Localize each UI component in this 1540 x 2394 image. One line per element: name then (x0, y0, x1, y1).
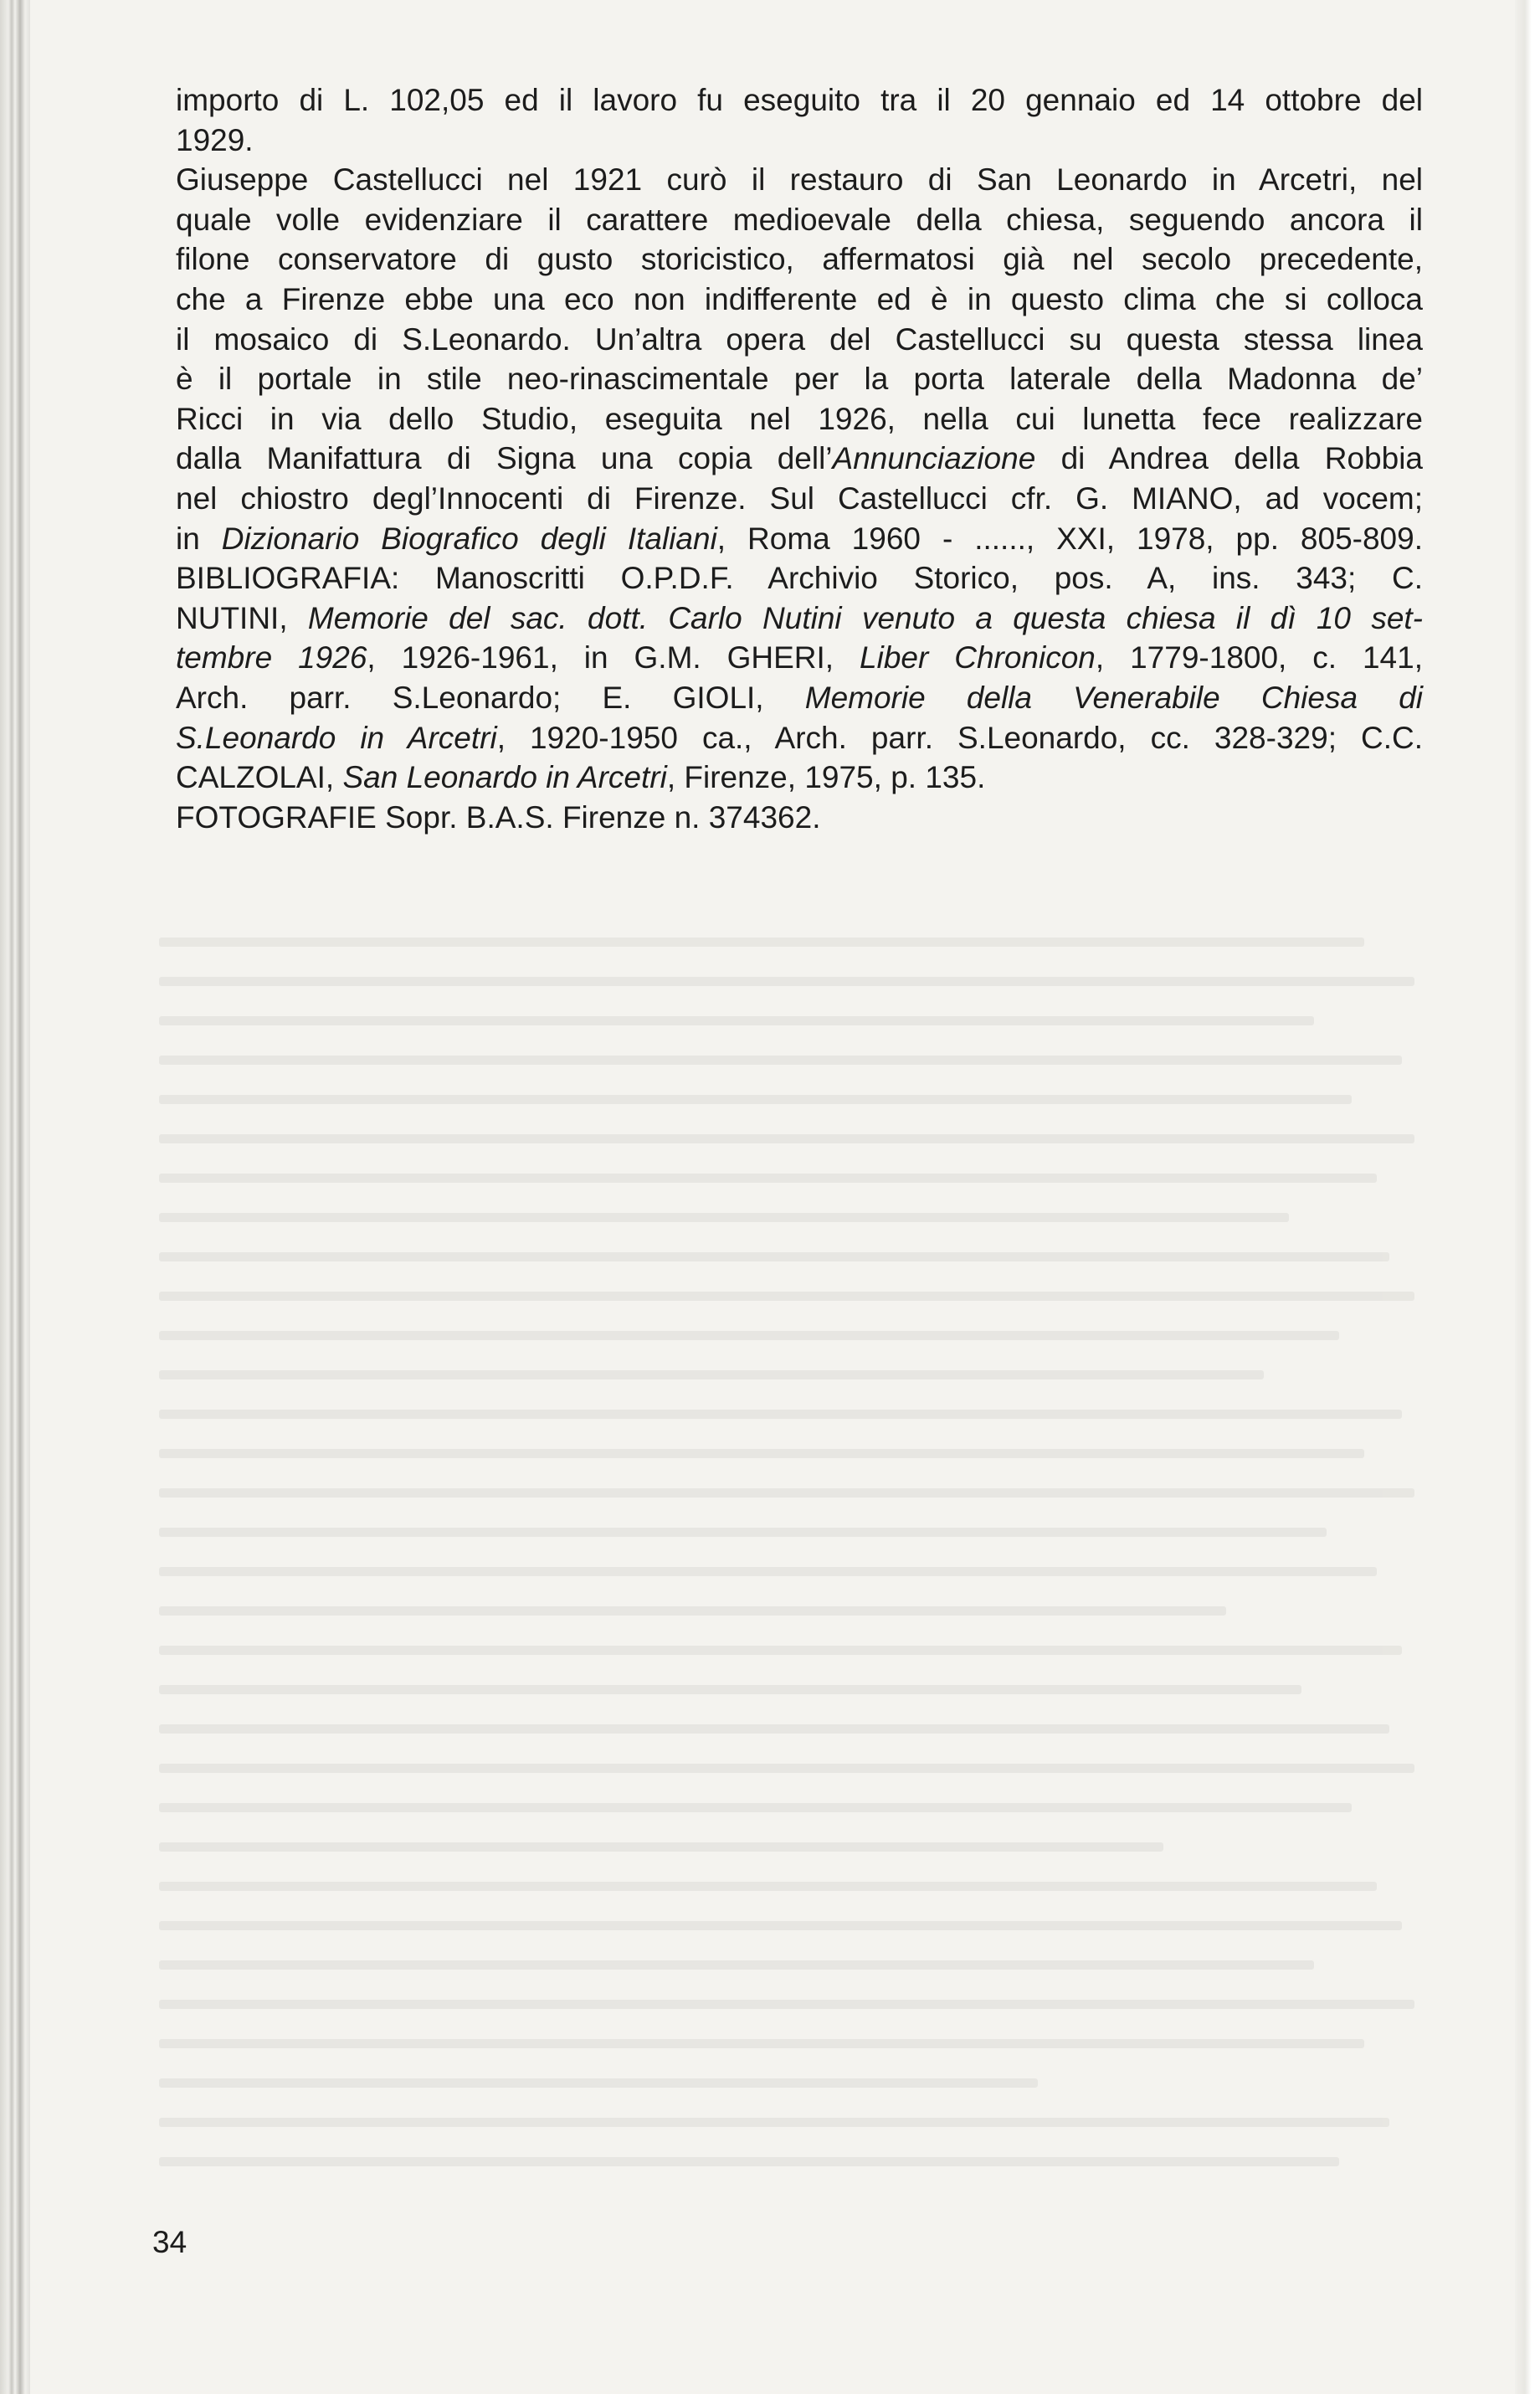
italic-title: Liber Chronicon (860, 640, 1096, 676)
text-line (176, 80, 1423, 121)
text-segment: 1929. (176, 122, 254, 157)
text-segment: , Roma 1960 - ......, XXI, 1978, pp. 805-809. (716, 521, 1423, 556)
italic-title: tembre 1926 (176, 640, 367, 676)
text-segment: quale volle evidenziare il carattere medioevale della chiesa, seguendo ancora il (176, 202, 1423, 237)
text-segment: , 1926-1961, in G.M. GHERI, (367, 640, 860, 676)
text-segment: Arch. parr. S.Leonardo; E. GIOLI, (176, 680, 805, 715)
book-spine (0, 0, 30, 2394)
italic-title: Memorie della Venerabile Chiesa di (804, 680, 1423, 715)
text-segment: , Firenze, 1975, p. 135. (666, 760, 986, 795)
text-segment: che a Firenze ebbe una eco non indifferente ed è in questo clima che si colloca (176, 281, 1423, 316)
text-line (176, 638, 1423, 678)
text-line (176, 359, 1423, 399)
show-through-text (159, 938, 1414, 2243)
text-segment: NUTINI, (176, 600, 308, 635)
text-segment: il mosaico di S.Leonardo. Un’altra opera del Castellucci su questa stessa linea (176, 321, 1423, 357)
text-segment: Ricci in via dello Studio, eseguita nel 1926, nella cui lunetta fece realizzare (176, 401, 1423, 436)
text-line (176, 718, 1423, 758)
text-line (176, 121, 1423, 161)
text-segment: CALZOLAI, (176, 760, 343, 795)
text-line (176, 280, 1423, 320)
text-segment: importo di L. 102,05 ed il lavoro fu eseguito tra il 20 gennaio ed 14 ottobre del (176, 83, 1423, 117)
italic-title: Annunciazione (832, 441, 1036, 476)
text-line (176, 479, 1423, 519)
text-line (176, 678, 1423, 718)
text-segment: BIBLIOGRAFIA: Manoscritti O.P.D.F. Archivio Storico, pos. A, ins. 343; C. (176, 561, 1423, 596)
text-segment: , 1779-1800, c. 141, (1095, 640, 1423, 676)
text-line (176, 519, 1423, 559)
text-segment: Giuseppe Castellucci nel 1921 curò il restauro di San Leonardo in Arcetri, nel (176, 162, 1423, 198)
text-segment: dalla Manifattura di Signa una copia dell’ (176, 441, 833, 476)
text-line (176, 239, 1423, 280)
text-line (176, 399, 1423, 439)
text-line (176, 798, 1423, 838)
text-line (176, 320, 1423, 360)
italic-title: Dizionario Biografico degli Italiani (221, 521, 717, 556)
text-segment: nel chiostro degl’Innocenti di Firenze. Sul Castellucci cfr. G. MIANO, ad vocem; (176, 480, 1423, 516)
text-segment: FOTOGRAFIE Sopr. B.A.S. Firenze n. 374362. (176, 799, 821, 835)
text-line (176, 439, 1423, 479)
text-line (176, 558, 1423, 598)
text-line (176, 160, 1423, 200)
page-edge (1515, 0, 1540, 2394)
italic-title: Memorie del sac. dott. Carlo Nutini venuto a questa chiesa il dì 10 set- (307, 600, 1423, 635)
text-segment: , 1920-1950 ca., Arch. parr. S.Leonardo, cc. 328-329; C.C. (496, 720, 1423, 755)
italic-title: S.Leonardo in Arcetri (176, 720, 497, 755)
page-number: 34 (152, 2225, 187, 2259)
text-line (176, 758, 1423, 798)
text-line (176, 598, 1423, 639)
text-segment: di Andrea della Robbia (1035, 441, 1423, 476)
text-segment: filone conservatore di gusto storicistico, affermatosi già nel secolo precedente, (176, 242, 1423, 277)
italic-title: San Leonardo in Arcetri (342, 760, 667, 795)
body-text (176, 80, 1423, 837)
text-segment: è il portale in stile neo-rinascimentale per la porta laterale della Madonna de’ (176, 362, 1423, 397)
text-segment: in (176, 521, 222, 556)
text-line (176, 200, 1423, 240)
